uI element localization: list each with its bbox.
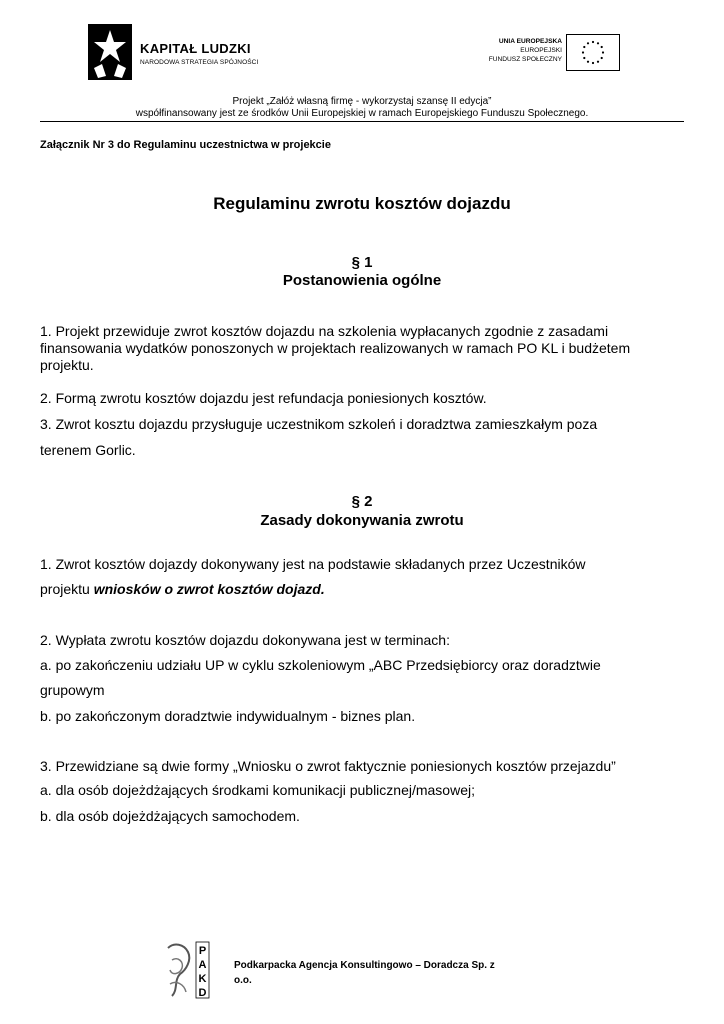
eu-text-block xyxy=(489,37,562,64)
section1-paragraph1-line3: projektu. xyxy=(40,357,94,373)
section2-number: § 2 xyxy=(351,493,373,510)
section1-number: § 1 xyxy=(351,254,373,271)
footer-line2: o.o. xyxy=(234,975,252,986)
section1-paragraph3-line1: 3. Zwrot kosztu dojazdu przysługuje uczestnikom szkoleń i doradztwa zamieszkałym poza xyxy=(40,416,598,432)
eu-line3: FUNDUSZ SPOŁECZNY xyxy=(488,56,562,63)
header-divider xyxy=(40,121,684,122)
section2-heading: Zasady dokonywania zwrotu xyxy=(260,512,464,529)
pakd-letter-d: D xyxy=(198,987,207,999)
kapital-ludzki-emblem-icon xyxy=(88,24,132,80)
section1-paragraph2: 2. Formą zwrotu kosztów dojazdu jest refundacja poniesionych kosztów. xyxy=(40,390,487,406)
section1-paragraph1-line1: 1. Projekt przewiduje zwrot kosztów dojazdu na szkolenia wypłacanych zgodnie z zasadami xyxy=(40,323,609,339)
pakd-logo-icon xyxy=(166,940,210,1000)
pakd-letter-p: P xyxy=(198,945,207,957)
document-title: Regulaminu zwrotu kosztów dojazdu xyxy=(213,194,511,213)
footer-company-name xyxy=(234,958,534,988)
project-funding-line: współfinansowany jest ze środków Unii Europejskiej w ramach Europejskiego Funduszu Społecznego. xyxy=(135,108,589,119)
section2-paragraph3a: a. dla osób dojeżdżających środkami komunikacji publicznej/masowej; xyxy=(40,782,475,798)
kapital-ludzki-subtitle: NARODOWA STRATEGIA SPÓJNOŚCI xyxy=(140,59,259,66)
section2-paragraph1-prefix: projektu xyxy=(40,581,94,597)
section2-paragraph2b: b. po zakończonym doradztwie indywidualnym - biznes plan. xyxy=(40,708,416,724)
kapital-ludzki-logo xyxy=(88,24,263,82)
kapital-ludzki-title: KAPITAŁ LUDZKI xyxy=(140,41,251,56)
section2-paragraph2a-line2: grupowym xyxy=(40,682,105,698)
section2-paragraph2: 2. Wypłata zwrotu kosztów dojazdu dokonywana jest w terminach: xyxy=(40,632,450,648)
section2-paragraph1-line1: 1. Zwrot kosztów dojazdy dokonywany jest na podstawie składanych przez Uczestników xyxy=(40,556,586,572)
project-name-line: Projekt „Załóż własną firmę - wykorzystaj szansę II edycja” xyxy=(232,96,492,107)
eu-line1: UNIA EUROPEJSKA xyxy=(498,38,562,45)
pakd-letter-k: K xyxy=(198,973,207,985)
annex-label: Załącznik Nr 3 do Regulaminu uczestnictwa w projekcie xyxy=(40,139,331,151)
eu-flag-icon xyxy=(566,34,620,71)
section1-paragraph1-line2: finansowania wydatków ponoszonych w projektach realizowanych w ramach PO KL i budżetem xyxy=(40,340,631,356)
section2-paragraph2a-line1: a. po zakończeniu udziału UP w cyklu szkoleniowym „ABC Przedsiębiorcy oraz doradztwie xyxy=(40,657,601,673)
eu-efs-logo xyxy=(466,34,622,72)
section2-paragraph1-emphasis: wniosków o zwrot kosztów dojazd. xyxy=(93,581,325,597)
section2-paragraph3: 3. Przewidziane są dwie formy „Wniosku o zwrot faktycznie poniesionych kosztów przejazdu” xyxy=(40,758,616,774)
section1-heading: Postanowienia ogólne xyxy=(282,272,442,289)
section1-paragraph3-line2: terenem Gorlic. xyxy=(40,442,136,458)
eu-line2: EUROPEJSKI xyxy=(520,47,562,54)
pakd-letter-a: A xyxy=(198,959,207,971)
section2-paragraph3b: b. dla osób dojeżdżających samochodem. xyxy=(40,808,300,824)
section2-paragraph1-line2 xyxy=(40,581,680,598)
footer-line1: Podkarpacka Agencja Konsultingowo – Doradcza Sp. z xyxy=(234,960,495,971)
